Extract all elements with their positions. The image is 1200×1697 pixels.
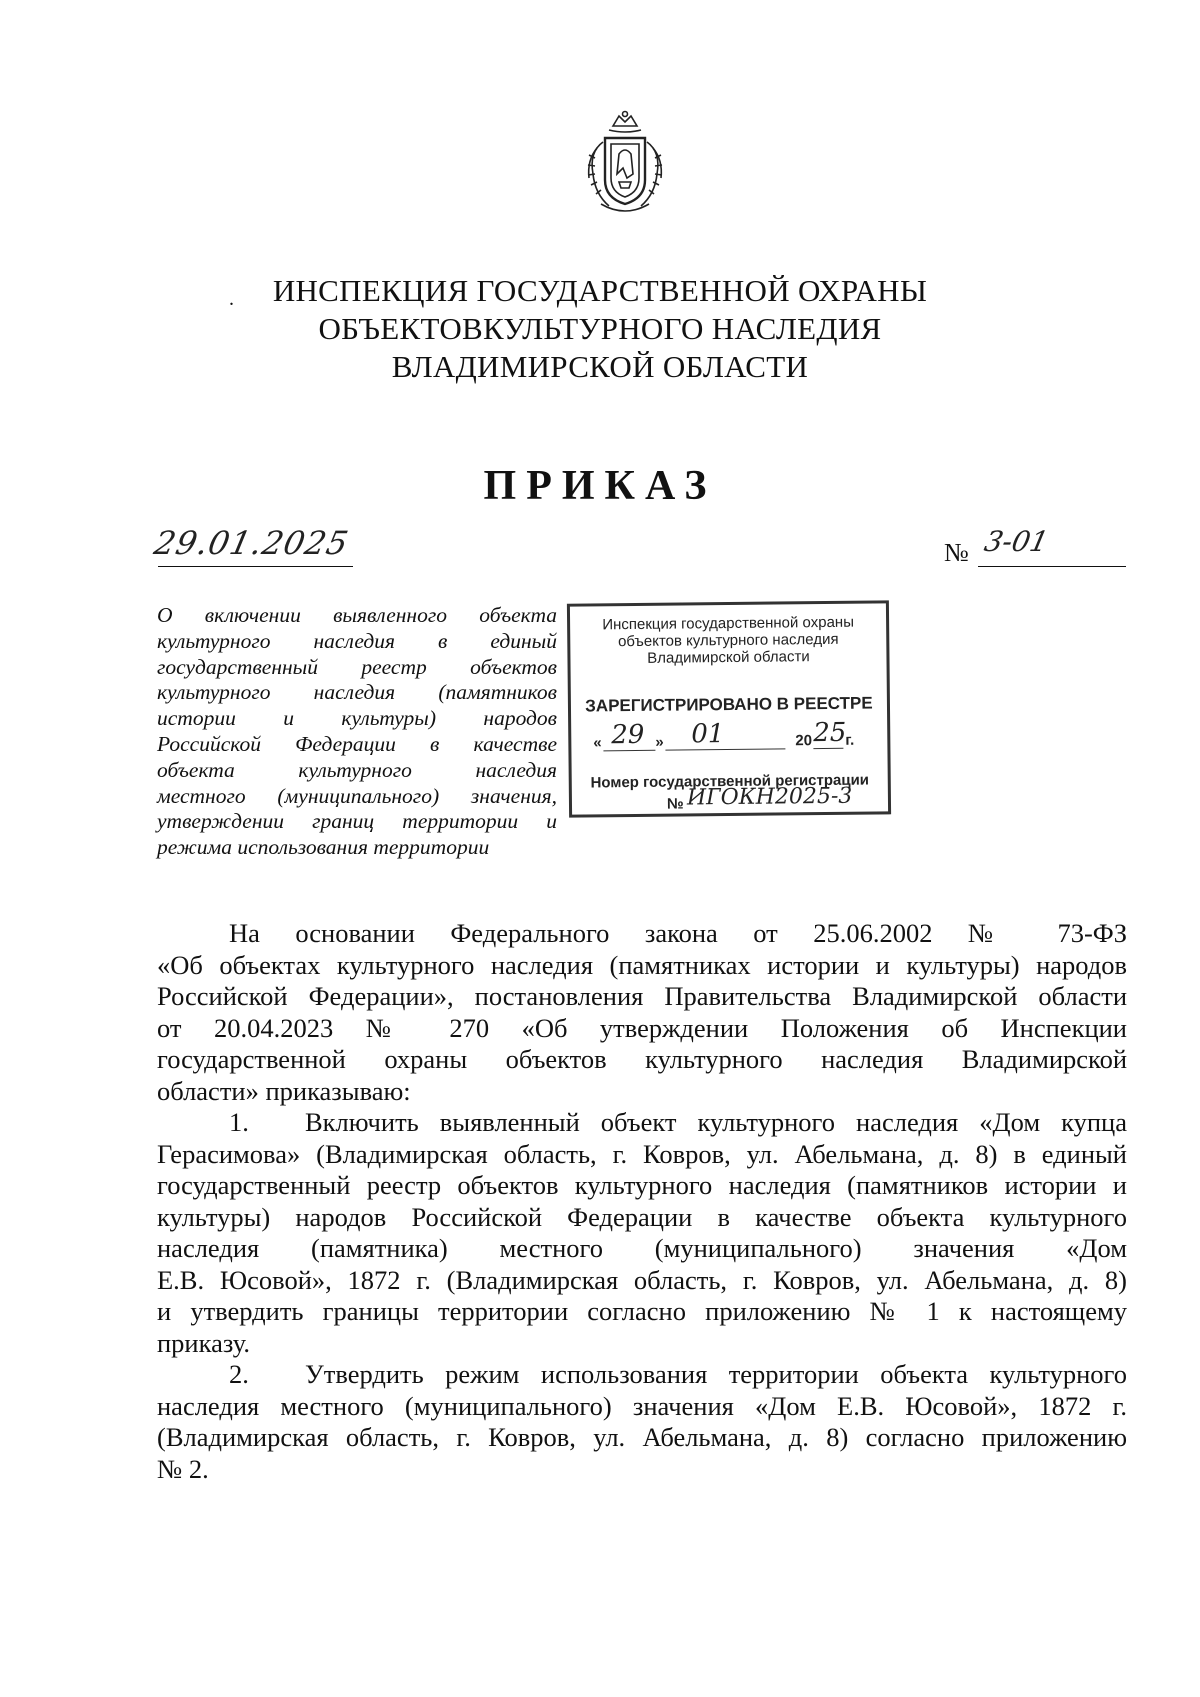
stamp-org <box>570 613 887 667</box>
body-line: и утвердить границы территории согласно приложению № 1 к настоящему <box>157 1296 1127 1326</box>
order-body <box>157 918 1127 1485</box>
body-line: Утвердить режим использования территории объекта культурного <box>305 1359 1127 1389</box>
stamp-month-handwritten: 01 <box>691 719 725 750</box>
body-line: наследия местного (муниципального) значения «Дом Е.В. Юсовой», 1872 г. <box>157 1390 1127 1421</box>
body-line: культуры) народов Российской Федерации в качестве объекта культурного <box>157 1201 1127 1232</box>
number-underline <box>978 566 1126 567</box>
body-line: от 20.04.2023 № 270 «Об утверждении Положения об Инспекции <box>157 1012 1127 1043</box>
stamp-org-line: Владимирской области <box>647 648 810 667</box>
subject-line: культурного наследия в единый <box>157 628 557 653</box>
body-line: № 2. <box>157 1453 209 1484</box>
stamp-month-underline <box>665 748 785 750</box>
subject-line: режима использования территории <box>157 835 490 860</box>
stamp-registered-label: ЗАРЕГИСТРИРОВАНО В РЕЕСТРЕ <box>585 693 873 716</box>
stamp-day-handwritten: 29 <box>611 719 645 751</box>
item-2-first-line <box>157 1359 1127 1391</box>
order-number-handwritten: 3-01 <box>981 525 1052 558</box>
agency-name-line: ИНСПЕКЦИЯ ГОСУДАРСТВЕННОЙ ОХРАНЫ <box>272 273 928 308</box>
stamp-org-line: объектов культурного наследия <box>617 630 839 651</box>
body-line: На основании Федерального закона от 25.06.2002 № 73-ФЗ <box>229 918 1127 948</box>
body-line: государственный реестр объектов культурного наследия (памятников истории и <box>157 1170 1127 1200</box>
body-line: Российской Федерации», постановления Правительства Владимирской области <box>157 981 1127 1011</box>
body-line: «Об объектах культурного наследия (памятниках истории и культуры) народов <box>157 949 1127 980</box>
stamp-year-handwritten: 25 <box>813 717 847 749</box>
item-number: 2. <box>229 1359 249 1389</box>
item-number: 1. <box>229 1107 249 1137</box>
subject-line: О включении выявленного объекта <box>157 603 557 627</box>
body-line: Герасимова» (Владимирская область, г. Ковров, ул. Абельмана, д. 8) в единый <box>157 1138 1127 1169</box>
body-line: Е.В. Юсовой», 1872 г. (Владимирская область, г. Ковров, ул. Абельмана, д. 8) <box>157 1264 1127 1295</box>
stamp-reg-number-sign: № <box>666 795 684 813</box>
margin-dot: . <box>229 288 234 310</box>
subject-line: культурного наследия (памятников <box>157 680 557 705</box>
body-line: Включить выявленный объект культурного наследия «Дом купца <box>305 1107 1127 1137</box>
stamp-quote-open: « <box>593 734 602 752</box>
item-1-first-line <box>157 1107 1127 1139</box>
stamp-reg-number-row <box>667 785 877 815</box>
subject-line: местного (муниципального) значения, <box>157 783 557 808</box>
stamp-reg-number-handwritten: ИГОКН2025-3 <box>686 783 853 811</box>
coat-of-arms-icon <box>575 108 675 220</box>
body-line: (Владимирская область, г. Ковров, ул. Абельмана, д. 8) согласно приложению <box>157 1422 1127 1452</box>
date-underline <box>158 566 353 567</box>
body-line: государственной охраны объектов культурного наследия Владимирской <box>157 1044 1127 1074</box>
body-line: приказу. <box>157 1327 250 1358</box>
body-line: области» приказываю: <box>157 1075 411 1106</box>
subject-line: истории и культуры) народов <box>157 706 557 731</box>
order-number-sign: № <box>944 538 969 567</box>
stamp-reg-number-label: Номер государственной регистрации <box>590 771 870 792</box>
document-title: ПРИКАЗ <box>483 463 717 509</box>
registration-stamp <box>567 600 891 817</box>
subject-line: объекта культурного наследия <box>157 757 557 782</box>
agency-name-line: ВЛАДИМИРСКОЙ ОБЛАСТИ <box>391 349 809 384</box>
subject-line: утверждении границ территории и <box>157 809 557 834</box>
stamp-year-suffix: г. <box>845 731 855 749</box>
subject-line: Российской Федерации в качестве <box>157 731 557 756</box>
stamp-quote-close: » <box>655 733 664 751</box>
order-date-handwritten: 29.01.2025 <box>150 524 353 562</box>
agency-name-line: ОБЪЕКТОВКУЛЬТУРНОГО НАСЛЕДИЯ <box>318 311 882 346</box>
stamp-org-line: Инспекция государственной охраны <box>602 613 855 634</box>
agency-name <box>200 272 1000 386</box>
body-line: наследия (памятника) местного (муниципального) значения «Дом <box>157 1233 1127 1263</box>
stamp-date-line <box>593 717 873 756</box>
order-subject <box>157 603 557 861</box>
subject-line: государственный реестр объектов <box>157 654 557 679</box>
stamp-year-prefix: 20 <box>795 732 813 750</box>
